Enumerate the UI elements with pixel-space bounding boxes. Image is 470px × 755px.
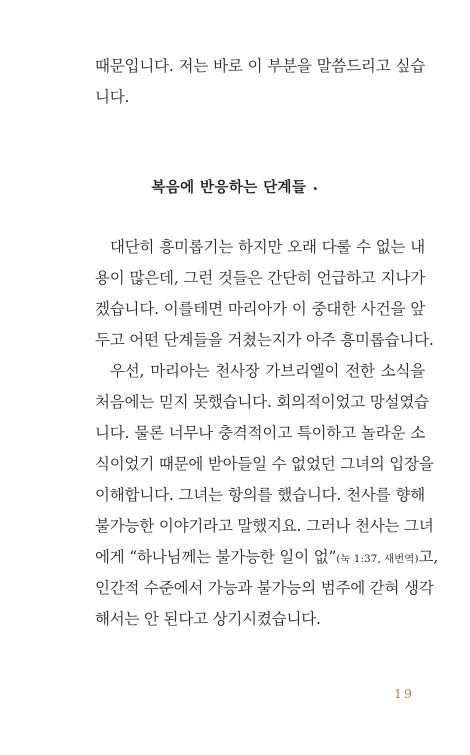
- body-text-line: 대단히 흥미롭기는 하지만 오래 다룰 수 없는 내: [110, 238, 425, 256]
- body-text-line: 니다. 물론 너무나 충격적이고 특이하고 놀라운 소: [95, 424, 425, 442]
- page-number: 19: [394, 686, 414, 701]
- body-text-line: 우선, 마리아는 천사장 가브리엘이 전한 소식을: [110, 362, 425, 380]
- quote-suffix: 고,: [418, 548, 439, 566]
- body-text-line: 용이 많은데, 그런 것들은 간단히 언급하고 지나가: [95, 269, 425, 287]
- body-text-line: 불가능한 이야기라고 말했지요. 그러나 천사는 그녀: [95, 517, 434, 535]
- body-text-line: 처음에는 믿지 못했습니다. 회의적이었고 망설였습: [95, 393, 429, 411]
- body-text-line: 해서는 안 된다고 상기시켰습니다.: [95, 610, 321, 628]
- body-text-line: 이해합니다. 그녀는 항의를 했습니다. 천사를 향해: [95, 486, 425, 504]
- body-text-line: 두고 어떤 단계들을 거쳤는지가 아주 흥미롭습니다.: [95, 331, 434, 349]
- body-text-line: 겠습니다. 이를테면 마리아가 이 중대한 사건을 앞: [95, 300, 425, 318]
- body-text-line: 식이었기 때문에 받아들일 수 없었던 그녀의 입장을: [95, 455, 434, 473]
- heading-bullet-mark: •: [312, 184, 319, 195]
- body-text-line: 니다.: [95, 88, 130, 106]
- scripture-quote: “하나님께는 불가능한 일이 없”: [129, 548, 337, 566]
- section-heading-text: 복음에 반응하는 단계들: [151, 180, 307, 196]
- body-text-line: 때문입니다. 저는 바로 이 부분을 말씀드리고 싶습: [95, 57, 425, 75]
- section-heading: [0, 178, 470, 200]
- body-text-line: 인간적 수준에서 가능과 불가능의 범주에 갇혀 생각: [95, 579, 434, 597]
- quote-prefix: 에게: [95, 548, 130, 566]
- body-text-line-with-citation: [95, 546, 439, 570]
- scripture-reference: (눅 1:37, 새번역): [336, 553, 419, 565]
